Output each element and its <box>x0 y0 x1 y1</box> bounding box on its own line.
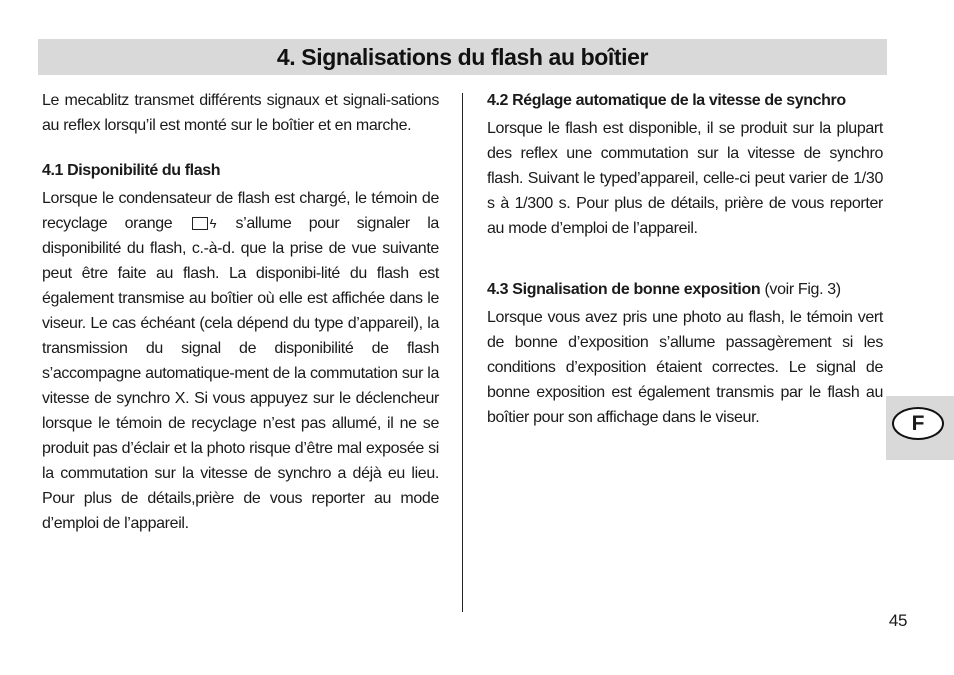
section-4-1-heading: 4.1 Disponibilité du flash <box>42 162 221 179</box>
language-tab <box>886 396 954 460</box>
section-4-3-heading-text: 4.3 Signalisation de bonne exposition <box>487 281 761 298</box>
section-4-2-heading: 4.2 Réglage automatique de la vitesse de synchro <box>487 92 846 109</box>
section-4-3-heading-note: (voir Fig. 3) <box>764 281 841 298</box>
language-badge: F <box>892 407 944 440</box>
flash-ready-indicator-icon: ϟ <box>192 217 217 230</box>
column-divider <box>462 93 463 612</box>
section-4-3-heading <box>487 277 883 302</box>
right-column <box>487 88 883 430</box>
title-bar <box>38 39 887 75</box>
section-4-1-text-start: Lorsque le condensateur de flash est chargé, le témoin de recyclage orange <box>42 190 439 232</box>
intro-paragraph: Le mecablitz transmet différents signaux et signali-sations au reflex lorsqu’il est monté sur le boîtier et en marche. <box>42 92 439 134</box>
section-4-3-paragraph: Lorsque vous avez pris une photo au flash, le témoin vert de bonne d’exposition s’allume passagèrement si les conditions d’exposition étaient correctes. Le signal de bonne exposition est également transmis par le flash au boîtier pour son affichage dans le viseur. <box>487 309 883 426</box>
section-4-1-paragraph <box>42 186 439 536</box>
left-column <box>42 88 439 536</box>
page-title: 4. Signalisations du flash au boîtier <box>276 44 649 70</box>
page-number: 45 <box>888 611 908 630</box>
section-4-1-text-end: s’allume pour signaler la disponibilité du flash, c.-à-d. que la prise de vue suivante peut être faite au flash. La disponibi-lité du flash est également transmise au boîtier où elle est affichée dans le viseur. Le cas échéant (cela dépend du type d’appareil), la transmission du signal de disponibilité de flash s’accompagne automatique-ment de la commutation sur la vitesse de synchro X. Si vous appuyez sur le déclencheur lorsque le témoin de recyclage n’est pas allumé, il ne se produit pas d’éclair et la photo risque d’être mal exposée si la commutation sur la vitesse de synchro a déjà eu lieu. Pour plus de détails,prière de vous reporter au mode d’emploi de l’appareil. <box>42 215 439 532</box>
section-4-2-paragraph: Lorsque le flash est disponible, il se produit sur la plupart des reflex une commutation sur la vitesse de synchro flash. Suivant le typed’appareil, celle-ci peut varier de 1/30 s à 1/300 s. Pour plus de détails, prière de vous reporter au mode d’emploi de l’appareil. <box>487 120 883 237</box>
